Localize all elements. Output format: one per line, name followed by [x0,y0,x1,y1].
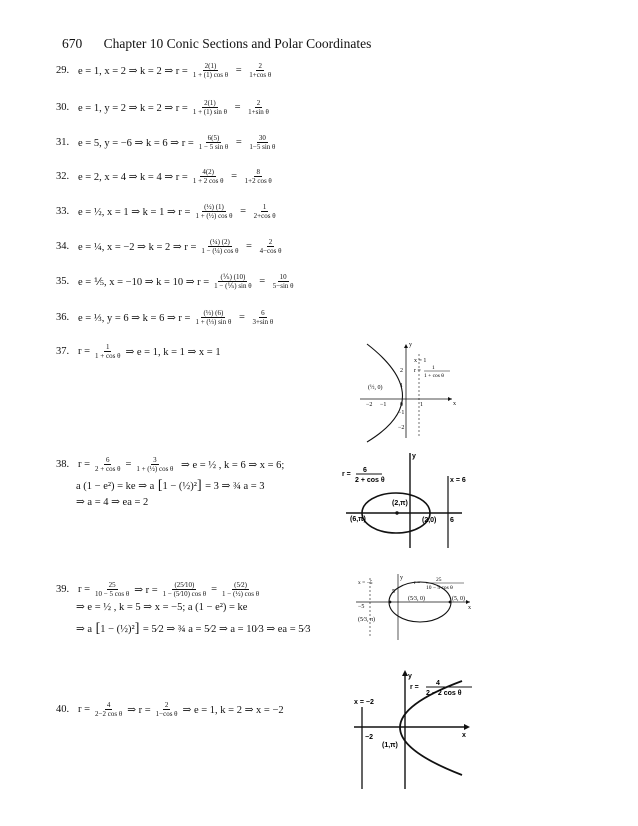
svg-text:4: 4 [436,680,440,687]
problem-35: 35. e = ⅕, x = −10 ⇒ k = 10 ⇒ r = $\frac{\text{(⅕) (10)}}{\text{1 − (⅕) sin θ}}$ = $\frac{10}{\text{5−sin θ}}$ [56,273,294,290]
svg-text:−2: −2 [398,425,405,431]
svg-text:x = 6: x = 6 [450,477,466,484]
problem-34: 34. e = ¼, x = −2 ⇒ k = 2 ⇒ r = $\frac{\text{(¼) (2)}}{\text{1 − (¼) cos θ}}$ = $\frac{2}{\text{4−cos θ}}$ [56,238,282,255]
svg-text:6: 6 [363,467,367,474]
svg-text:1: 1 [420,402,423,408]
graph-40-xlabel: x [462,732,466,739]
problem-30: 30. e = 1, y = 2 ⇒ k = 2 ⇒ r = $\frac{2(1)}{\text{1 + (1) sin θ}}$ = $\frac{2}{\text{1+sin θ}}$ [56,99,269,116]
graph-37-point: (½, 0) [368,385,383,391]
graph-40-ylabel: y [408,673,412,680]
svg-text:6: 6 [450,517,454,524]
svg-text:−2: −2 [366,402,373,408]
problem-38: 38. r = $\frac{6}{\text{2 + cos θ}}$ = $\frac{3}{\text{1 + (½) cos θ}}$ ⇒ e = ½ , k = 6 ⇒ x = 6; [56,456,285,473]
svg-text:−5: −5 [358,604,365,610]
graph-38-ylabel: y [412,453,416,460]
graph-38-point-20: (2,0) [422,517,437,524]
svg-text:r =: r = [414,368,421,374]
problem-38-line3: ⇒ a = 4 ⇒ ea = 2 [76,497,149,508]
graph-40 [350,667,475,792]
svg-text:1 + cos θ: 1 + cos θ [424,373,444,379]
graph-39-point-53-pi: (5⁄3, π) [358,617,376,623]
problem-29: 29. e = 1, x = 2 ⇒ k = 2 ⇒ r = $\frac{2(1)}{\text{1 + (1) cos θ}}$ = $\frac{2}{\text{1+cos θ}}$ [56,62,272,79]
graph-37-xlabel: x [453,401,456,407]
page-header [62,36,371,52]
problem-39-line2: ⇒ e = ½ , k = 5 ⇒ x = −5; a (1 − e²) = ke [76,602,248,613]
svg-text:r =: r = [342,471,351,478]
svg-text:25: 25 [436,577,442,583]
svg-text:2: 2 [400,368,403,374]
graph-39-point-53-0: (5⁄3, 0) [408,596,425,602]
problem-31: 31. e = 5, y = −6 ⇒ k = 6 ⇒ r = $\frac{6(5)}{\text{1 − 5 sin θ}}$ = $\frac{30}{\text{1−5 sin θ}}$ [56,134,276,151]
svg-text:r =: r = [414,580,421,586]
graph-37 [352,342,462,444]
svg-text:−2: −2 [365,734,373,741]
graph-39-xlabel: x [468,605,471,611]
svg-text:x = −5: x = −5 [358,580,373,586]
svg-text:x = −2: x = −2 [354,699,374,706]
problem-38-line2: a (1 − e²) = ke ⇒ a [ 1 − (½)² ] = 3 ⇒ ¾ a = 3 [76,478,265,493]
problem-39: 39. r = $\frac{25}{\text{10 − 5 cos θ}}$ ⇒ r = $\frac{(25⁄10)}{\text{1 − (5⁄10) cos θ}}$ = $\frac{(5⁄2)}{\text{1 − (½) cos θ}}$ [56,581,260,598]
graph-38 [338,450,468,550]
graph-39-point-5-0: (5, 0) [452,596,465,602]
svg-text:1: 1 [432,365,435,371]
problem-36: 36. e = ⅓, y = 6 ⇒ k = 6 ⇒ r = $\frac{\text{(⅓) (6)}}{\text{1 + (⅓) sin θ}}$ = $\frac{6}{\text{3+sin θ}}$ [56,309,274,326]
svg-text:x = 1: x = 1 [414,358,427,364]
graph-38-point-2pi: (2,π) [392,500,408,507]
svg-text:5: 5 [392,589,395,595]
svg-text:−1: −1 [398,410,405,416]
graph-40-point: (1,π) [382,742,398,749]
problem-33: 33. e = ½, x = 1 ⇒ k = 1 ⇒ r = $\frac{\text{(½) (1)}}{\text{1 + (½) cos θ}}$ = $\frac{1}{\text{2+cos θ}}$ [56,203,276,220]
svg-text:2 + cos θ: 2 + cos θ [355,477,385,484]
svg-text:−1: −1 [380,402,387,408]
chapter-title: Chapter 10 Conic Sections and Polar Coordinates [103,36,372,51]
problem-39-line3: ⇒ a [ 1 − (½)² ] = 5⁄2 ⇒ ¾ a = 5⁄2 ⇒ a = 10⁄3 ⇒ ea = 5⁄3 [76,621,311,636]
svg-text:10 − 5 cos θ: 10 − 5 cos θ [426,585,453,591]
page-number: 670 [62,36,83,51]
problem-40: 40. r = $\frac{4}{\text{2−2 cos θ}}$ ⇒ r = $\frac{2}{\text{1−cos θ}}$ ⇒ e = 1, k = 2 ⇒ x = −2 [56,701,284,718]
problem-37: 37. r = $\frac{1}{\text{1 + cos θ}}$ ⇒ e = 1, k = 1 ⇒ x = 1 [56,343,221,360]
svg-text:0: 0 [400,402,403,408]
svg-text:1: 1 [400,383,403,389]
graph-37-ylabel: y [409,342,412,348]
graph-39 [352,572,474,642]
svg-text:r =: r = [410,684,419,691]
problem-32: 32. e = 2, x = 4 ⇒ k = 4 ⇒ r = $\frac{4(2)}{\text{1 + 2 cos θ}}$ = $\frac{8}{\text{1+2 cos θ}}$ [56,168,272,185]
graph-38-point-6pi: (6,π) [350,516,366,523]
svg-text:2 − 2 cos θ: 2 − 2 cos θ [426,690,462,697]
graph-39-ylabel: y [400,575,403,581]
